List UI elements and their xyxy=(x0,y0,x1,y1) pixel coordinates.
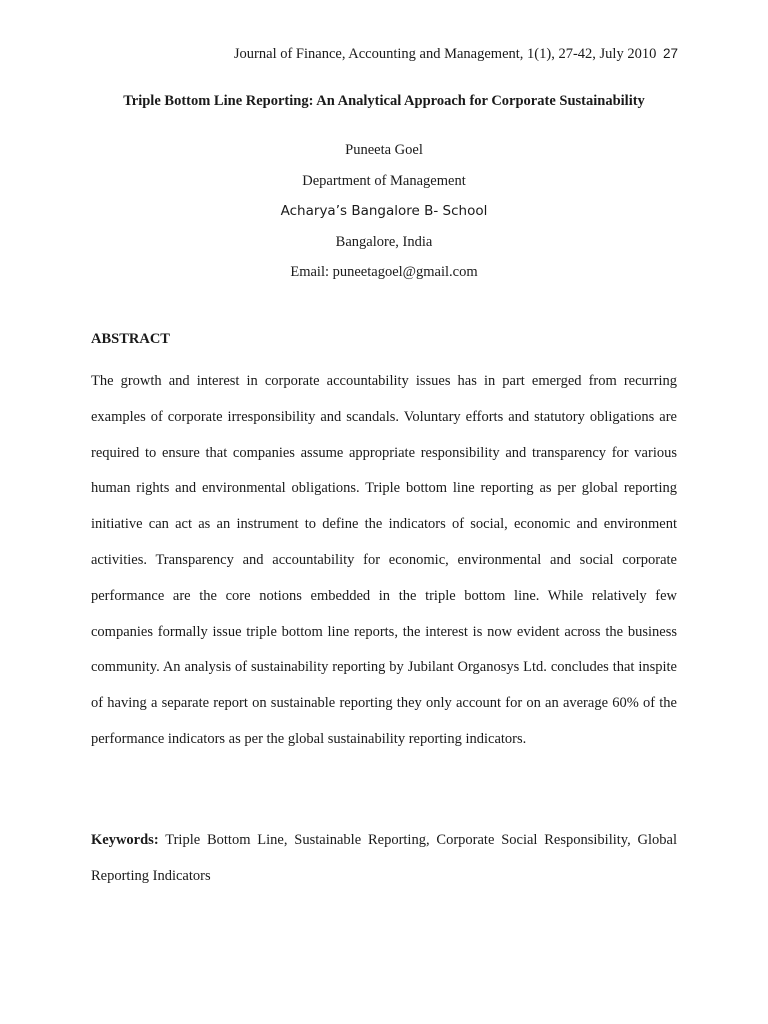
abstract-heading: ABSTRACT xyxy=(91,331,170,347)
abstract-body: The growth and interest in corporate accountability issues has in part emerged from recurring examples of corporate irresponsibility and scandals. Voluntary efforts and statutory obligations are required to ensure that companies assume appropriate responsibility and transparency for various human rights and environmental obligations. Triple bottom line reporting as per global reporting initiative can act as an instrument to define the indicators of social, economic and environment activities. Transparency and accountability for economic, environmental and social corporate performance are the core notions embedded in the triple bottom line. While relatively few companies formally issue triple bottom line reports, the interest is now evident across the business community. An analysis of sustainability reporting by Jubilant Organosys Ltd. concludes that inspite of having a separate report on sustainable reporting they only account for on an average 60% of the performance indicators as per the global sustainability reporting indicators. xyxy=(91,373,677,747)
keywords-label: Keywords: xyxy=(91,832,159,848)
journal-citation: Journal of Finance, Accounting and Management, 1(1), 27-42, July 2010 xyxy=(233,46,657,62)
author-location: Bangalore, India xyxy=(335,233,433,250)
keywords-text: Triple Bottom Line, Sustainable Reporting, Corporate Social Responsibility, Global Reporting Indicators xyxy=(91,832,677,884)
keywords-paragraph xyxy=(91,823,677,895)
author-department: Department of Management xyxy=(302,172,466,189)
author-block xyxy=(0,140,768,293)
paper-title: Triple Bottom Line Reporting: An Analytical Approach for Corporate Sustainability xyxy=(123,93,645,109)
author-name: Puneeta Goel xyxy=(345,142,423,158)
author-email: Email: puneetagoel@gmail.com xyxy=(290,264,478,280)
running-header xyxy=(234,46,678,63)
author-institution: Acharya’s Bangalore B- School xyxy=(280,203,488,219)
page-number: 27 xyxy=(662,46,678,61)
